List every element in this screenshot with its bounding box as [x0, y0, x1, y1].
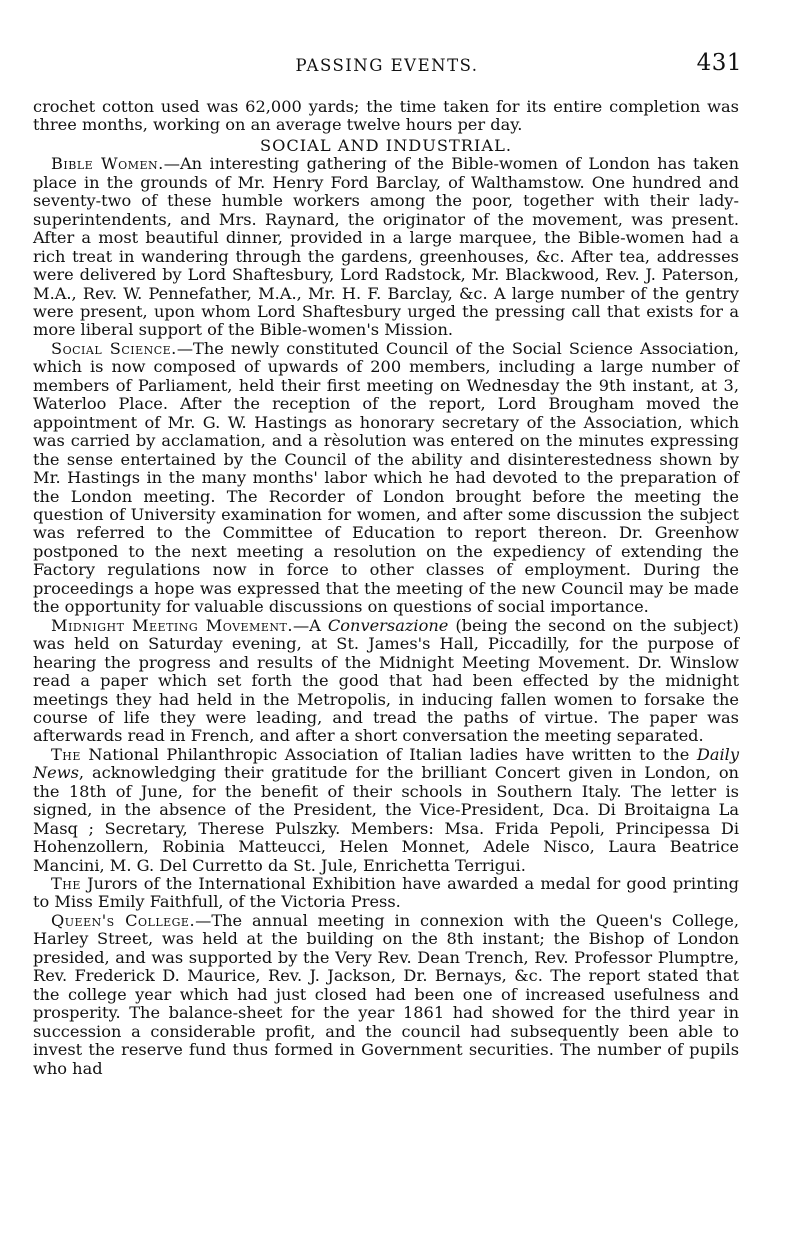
paragraph-text: Jurors of the International Exhibition have awarded a medal for good printing to Miss Emily Faithfull, of the Victoria Press.	[33, 874, 739, 912]
section-heading: SOCIAL AND INDUSTRIAL.	[260, 135, 512, 155]
paragraph-text: (being the second on the subject) was held on Saturday evening, at St. James's Hall, Piccadilly, for the purpose of hearing the progress and results of the Midnight Meeting Movement. Dr. Winslow read a paper which set forth the good that had been effected by the midnight meetings they had held in the Metropolis, in inducing fallen women to forsake the course of life they were leading, and tread the paths of virtue. The paper was afterwards read in French, and after a short conversation the meeting separated.	[33, 615, 739, 746]
paragraph-italic-term: Conversazione	[327, 615, 449, 635]
running-title: PASSING EVENTS.	[295, 56, 479, 75]
paragraph-heading: Bible Women.	[51, 154, 164, 174]
paragraph-text: National Philanthropic Association of Italian ladies have written to the	[80, 744, 697, 764]
paragraph-text: —A	[292, 615, 328, 635]
paragraph-heading: Midnight Meeting Movement.	[51, 615, 293, 635]
paragraph-social-science	[33, 340, 739, 617]
page-number: 431	[696, 50, 742, 76]
paragraph-italian-ladies	[33, 746, 739, 875]
paragraph-heading: Social Science.	[51, 338, 177, 358]
paragraph-text: —An interesting gathering of the Bible-women of London has taken place in the grounds of Mr. Henry Ford Barclay, of Walthamstow. One hundred and seventy-two of these humble workers among the poor, together with their lady-superintendents, and Mrs. Raynard, the originator of the movement, was present. After a most beautiful dinner, provided in a large marquee, the Bible-women had a rich treat in wandering through the gardens, greenhouses, &c. After tea, addresses were delivered by Lord Shaftesbury, Lord Radstock, Mr. Blackwood, Rev. J. Paterson, M.A., Rev. W. Pennefather, M.A., Mr. H. F. Barclay, &c. A large number of the gentry were present, upon whom Lord Shaftesbury urged the pressing call that exists for a more liberal support of the Bible-women's Mission.	[33, 154, 740, 340]
intro-paragraph: crochet cotton used was 62,000 yards; the time taken for its entire completion was three months, working on an average twelve hours per day.	[33, 97, 739, 135]
paragraph-heading: Queen's College.	[51, 910, 196, 930]
paragraph-text: —The newly constituted Council of the Social Science Association, which is now composed of upwards of 200 members, including a large number of members of Parliament, held their first meeting on Wednesday the 9th instant, at 3, Waterloo Place. After the reception of the report, Lord Brougham moved the appointment of Mr. G. W. Hastings as honorary secretary of the Association, which was carried by acclamation, and a rèsolution was entered on the minutes expressing the sense entertained by the Council of the ability and disinterestedness shown by Mr. Hastings in the many months' labor which he had devoted to the preparation of the London meeting. The Recorder of London brought before the meeting the question of University examination for women, and after some discussion the subject was referred to the Committee of Education to report thereon. Dr. Greenhow postponed to the next meeting a resolution on the expediency of extending the Factory regulations now in force to other classes of employment. During the proceedings a hope was expressed that the meeting of the new Council may be made the opportunity for valuable discussions on questions of social importance.	[33, 338, 739, 617]
newspaper-title: Daily News	[33, 744, 739, 783]
paragraph-text: —The annual meeting in connexion with the Queen's College, Harley Street, was held at the building on the 8th instant; the Bishop of London presided, and was supported by the Very Rev. Dean Trench, Rev. Professor Plumptre, Rev. Frederick D. Maurice, Rev. J. Jackson, Dr. Bernays, &c. The report stated that the college year which had just closed had been one of increased usefulness and prosperity. The balance-sheet for the year 1861 had showed for the third year in succession a considerable profit, and the council had subsequently been able to invest the reserve fund thus formed in Government securities. The number of pupils who had	[33, 910, 739, 1078]
page-header	[32, 50, 742, 80]
paragraph-bible-women	[33, 155, 739, 340]
paragraph-heading: The	[51, 874, 81, 894]
body-text	[33, 98, 739, 1078]
paragraph-heading: The	[51, 744, 81, 764]
paragraph-queens-college	[33, 912, 739, 1078]
paragraph-midnight-meeting	[33, 617, 739, 746]
paragraph-text: , acknowledging their gratitude for the brilliant Concert given in London, on the 18th of June, for the benefit of their schools in Southern Italy. The letter is signed, in the absence of the President, the Vice-President, Dca. Di Broitaigna La Masq ; Secretary, Therese Pulszky. Members: Msa. Frida Pepoli, Principessa Di Hohenzollern, Robinia Matteucci, Helen Monnet, Adele Nisco, Laura Beatrice Mancini, M. G. Del Curretto da St. Jule, Enrichetta Terrigui.	[33, 763, 739, 875]
paragraph-jurors	[33, 875, 739, 912]
